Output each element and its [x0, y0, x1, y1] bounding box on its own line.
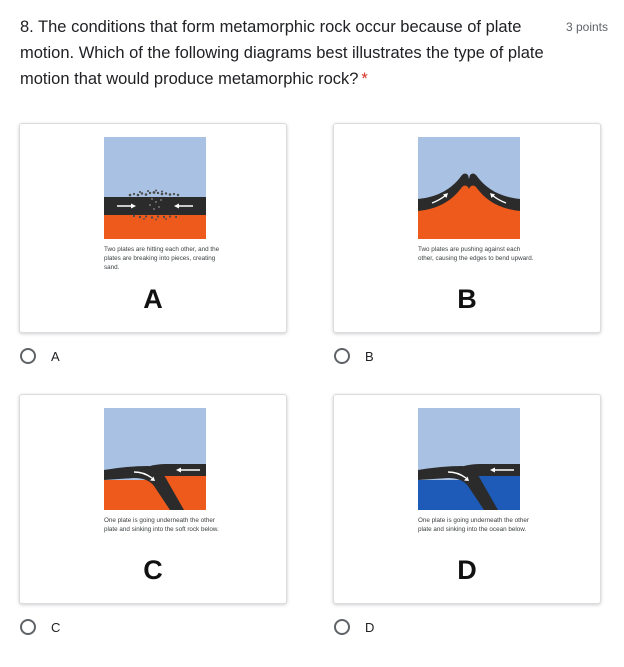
radio-option-b[interactable]: [334, 345, 374, 367]
convergent-uplift-diagram: [418, 137, 520, 239]
option-card-c: [19, 394, 287, 604]
collision-sand-diagram: [104, 137, 206, 239]
option-letter: A: [143, 284, 163, 314]
option-caption: Two plates are pushing against each other, causing the edges to bend upward.: [418, 246, 534, 263]
option-letter: D: [457, 555, 477, 585]
question-title: [20, 14, 560, 92]
subduction-rock-diagram: [104, 408, 206, 510]
radio-button[interactable]: [20, 619, 36, 635]
option-card-d: [333, 394, 601, 604]
option-card-a: [19, 123, 287, 333]
radio-label[interactable]: B: [365, 348, 374, 364]
radio-option-c[interactable]: [20, 616, 60, 638]
radio-label[interactable]: D: [365, 619, 375, 635]
required-asterisk: *: [361, 70, 368, 88]
question-text: 8. The conditions that form metamorphic rock occur because of plate motion. Which of the following diagrams best illustrates the type of plate motion that would produce metamorphic rock?: [20, 18, 544, 88]
option-caption: One plate is going underneath the other plate and sinking into the ocean below.: [418, 517, 529, 534]
option-letter: B: [457, 284, 477, 314]
subduction-ocean-diagram: [418, 408, 520, 510]
radio-button[interactable]: [334, 348, 350, 364]
radio-button[interactable]: [334, 619, 350, 635]
option-caption: Two plates are hitting each other, and the plates are breaking into pieces, creating sand.: [104, 246, 220, 272]
points-label: 3 points: [565, 20, 608, 34]
radio-label[interactable]: A: [51, 348, 60, 364]
radio-button[interactable]: [20, 348, 36, 364]
option-caption: One plate is going underneath the other plate and sinking into the soft rock below.: [104, 517, 219, 534]
radio-option-a[interactable]: [20, 345, 60, 367]
option-letter: C: [143, 555, 163, 585]
radio-option-d[interactable]: [334, 616, 374, 638]
option-card-b: [333, 123, 601, 333]
radio-label[interactable]: C: [51, 619, 61, 635]
